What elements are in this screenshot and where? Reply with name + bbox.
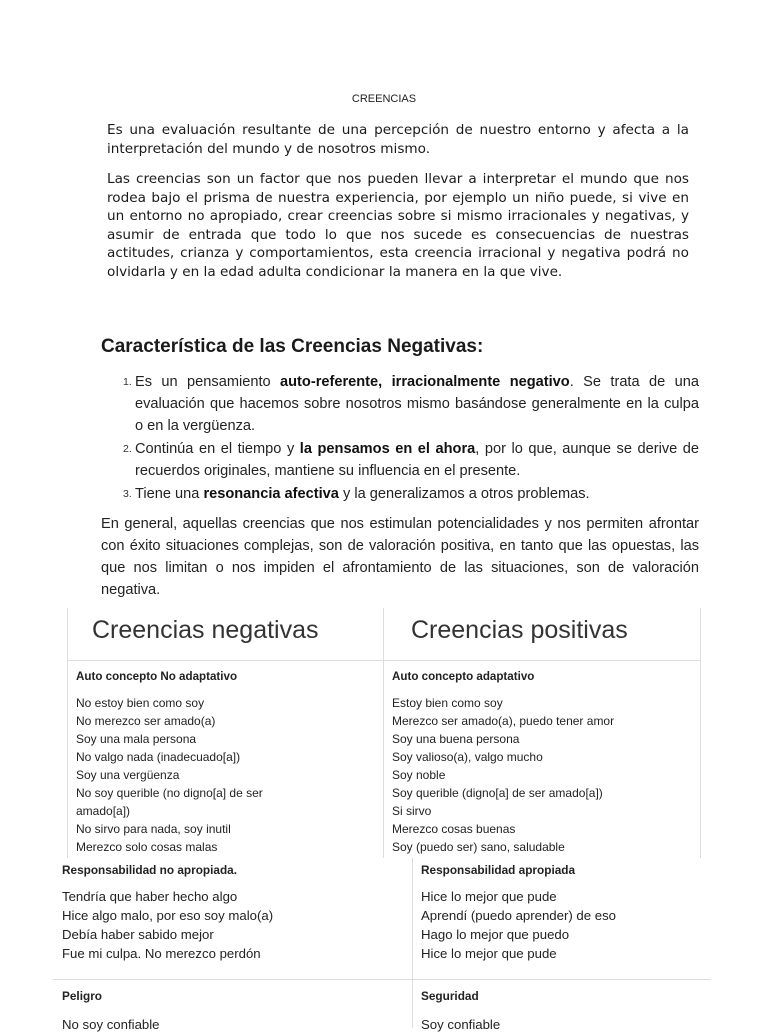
list-item: Debía haber sabido mejor	[62, 927, 214, 942]
list-item	[101, 438, 699, 482]
list-item: Hago lo mejor que puedo	[421, 927, 570, 942]
list-item: No soy querible (no digno[a] de ser amado[a])	[76, 786, 263, 818]
negative-beliefs-header: Creencias negativas	[92, 616, 319, 644]
list-item: Soy querible (digno[a] de ser amado[a])	[392, 786, 603, 800]
list-item: No valgo nada (inadecuado[a])	[76, 750, 241, 764]
list-item	[101, 371, 699, 437]
responsibility-safety-table	[53, 858, 711, 1032]
list-text: Continúa en el tiempo y	[135, 441, 300, 457]
list-text: y la generalizamos a otros problemas.	[338, 486, 590, 502]
list-bold-text: resonancia afectiva	[203, 486, 339, 502]
list-bold-text: la pensamos en el ahora	[299, 441, 476, 457]
list-item: Hice lo mejor que pude	[421, 946, 557, 961]
list-item: No soy confiable	[62, 1017, 160, 1032]
list-item: Hice lo mejor que pude	[421, 889, 557, 904]
list-item: Fue mi culpa. No merezco perdón	[62, 946, 261, 961]
list-item	[101, 483, 699, 505]
list-item: Soy una vergüenza	[76, 768, 180, 782]
list-item: Merezco ser amado(a), puedo tener amor	[392, 714, 615, 728]
list-item: Merezco solo cosas malas	[76, 840, 218, 854]
danger-title: Peligro	[62, 989, 102, 1003]
column-divider	[412, 858, 413, 1028]
safety-column	[421, 989, 711, 1034]
document-title: CREENCIAS	[351, 93, 417, 105]
list-item: No merezco ser amado(a)	[76, 714, 216, 728]
positive-self-concept-title: Auto concepto adaptativo	[392, 670, 535, 683]
negative-self-concept-title: Auto concepto No adaptativo	[76, 670, 238, 683]
positive-beliefs-header: Creencias positivas	[411, 616, 628, 644]
negative-self-concept-column	[76, 670, 376, 856]
section-heading: Característica de las Creencias Negativas:	[101, 336, 484, 357]
list-item: Hice algo malo, por eso soy malo(a)	[62, 908, 274, 923]
danger-column	[62, 989, 402, 1034]
list-text: Tiene una	[135, 486, 204, 502]
list-item: No sirvo para nada, soy inutil	[76, 822, 231, 836]
positive-responsibility-column	[421, 863, 711, 963]
row-rule	[53, 979, 711, 980]
list-item: Soy valioso(a), valgo mucho	[392, 750, 543, 764]
beliefs-paragraph: Las creencias son un factor que nos pueden llevar a interpretar el mundo que nos rodea bajo el prisma de nuestra experiencia, por ejemplo un niño puede, si vive en un entorno no apropiado, crear creencias sobre si mismo irracionales y negativas, y asumir de entrada que todo lo que nos sucede es consecuencias de nuestras actitudes, crianza y comportamientos, esta creencia irracional y negativa podrá no olvidarla y en la edad adulta condicionar la manera en la que vive.	[107, 171, 689, 280]
positive-responsibility-title: Responsabilidad apropiada	[421, 863, 576, 877]
positive-self-concept-column	[392, 670, 692, 856]
characteristics-list	[101, 371, 699, 505]
list-item: Soy una buena persona	[392, 732, 520, 746]
list-number: 2.	[123, 443, 132, 455]
negative-responsibility-title: Responsabilidad no apropiada.	[62, 863, 238, 877]
safety-title: Seguridad	[421, 989, 479, 1003]
list-text: . Se trata de una evaluación que hacemos sobre nosotros mismo basándose generalmente en la culpa o en la vergüenza.	[135, 374, 699, 434]
list-item: Estoy bien como soy	[392, 696, 503, 710]
list-item: Soy una mala persona	[76, 732, 197, 746]
list-item: Si sirvo	[392, 804, 432, 818]
list-item: No estoy bien como soy	[76, 696, 205, 710]
list-item: Tendría que haber hecho algo	[62, 889, 238, 904]
header-rule	[68, 660, 700, 661]
general-paragraph: En general, aquellas creencias que nos estimulan potencialidades y nos permiten afrontar con éxito situaciones complejas, son de valoración positiva, en tanto que las opuestas, las que nos limitan o nos impiden el afrontamiento de las situaciones, son de valoración negativa.	[101, 516, 699, 598]
list-number: 1.	[123, 376, 132, 388]
negative-responsibility-column	[62, 863, 402, 963]
list-item: Soy confiable	[421, 1017, 501, 1032]
list-item: Soy (puedo ser) sano, saludable	[392, 840, 565, 854]
list-item: Aprendí (puedo aprender) de eso	[421, 908, 617, 923]
list-bold-text: auto-referente, irracionalmente negativo	[280, 374, 570, 390]
list-item: Merezco cosas buenas	[392, 822, 516, 836]
intro-paragraph: Es una evaluación resultante de una percepción de nuestro entorno y afecta a la interpretación del mundo y de nosotros mismo.	[107, 122, 689, 157]
column-divider	[383, 608, 384, 858]
beliefs-comparison-table	[67, 608, 701, 858]
list-text: , por lo que, aunque se derive de recuerdos originales, mantiene su influencia en el presente.	[135, 441, 699, 479]
list-number: 3.	[123, 488, 132, 500]
list-text: Es un pensamiento	[135, 374, 281, 390]
list-item: Soy noble	[392, 768, 446, 782]
